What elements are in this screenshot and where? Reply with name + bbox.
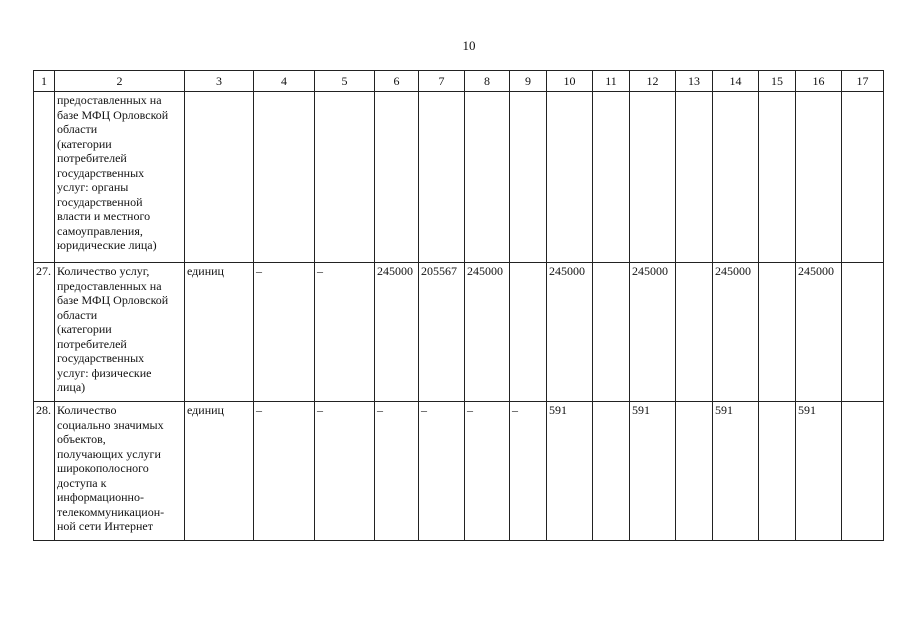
header-cell: 17 <box>842 71 884 92</box>
table-cell: 245000 <box>465 263 510 402</box>
table-cell <box>254 92 315 263</box>
table-cell <box>676 92 713 263</box>
table-cell <box>419 92 465 263</box>
table-cell <box>185 92 254 263</box>
header-cell: 2 <box>55 71 185 92</box>
page-number: 10 <box>462 38 476 53</box>
header-cell: 1 <box>34 71 55 92</box>
table-cell <box>593 92 630 263</box>
row-number: 27. <box>34 263 55 402</box>
table-cell <box>630 92 676 263</box>
table-cell: 591 <box>713 402 759 541</box>
table-cell: 591 <box>796 402 842 541</box>
table-cell: 245000 <box>630 263 676 402</box>
table-cell: – <box>254 263 315 402</box>
table-row <box>34 263 884 402</box>
table-cell: 591 <box>547 402 593 541</box>
table-cell <box>593 402 630 541</box>
header-cell: 4 <box>254 71 315 92</box>
table-cell: – <box>254 402 315 541</box>
header-cell: 5 <box>315 71 375 92</box>
header-cell: 16 <box>796 71 842 92</box>
table-cell: 245000 <box>547 263 593 402</box>
table-cell <box>676 263 713 402</box>
table-cell: – <box>465 402 510 541</box>
table-cell <box>510 92 547 263</box>
table-cell <box>547 92 593 263</box>
header-cell: 10 <box>547 71 593 92</box>
data-table <box>33 70 884 541</box>
table-cell <box>315 92 375 263</box>
table-cell <box>759 263 796 402</box>
table-cell: – <box>315 263 375 402</box>
table-cell: – <box>315 402 375 541</box>
table-cell: 205567 <box>419 263 465 402</box>
table-cell <box>796 92 842 263</box>
header-cell: 8 <box>465 71 510 92</box>
table-cell: 245000 <box>796 263 842 402</box>
indicator-name: Количество услуг, предоставленных на базе МФЦ Орловской области (категории потребителей государственных услуг: физические лица) <box>55 263 185 402</box>
table-cell: единиц <box>185 263 254 402</box>
header-cell: 6 <box>375 71 419 92</box>
header-cell: 11 <box>593 71 630 92</box>
table-row <box>34 402 884 541</box>
table-row <box>34 92 884 263</box>
header-cell: 7 <box>419 71 465 92</box>
header-cell: 14 <box>713 71 759 92</box>
table-cell <box>842 92 884 263</box>
row-number: 28. <box>34 402 55 541</box>
table-cell <box>842 402 884 541</box>
table-cell: – <box>419 402 465 541</box>
row-number <box>34 92 55 263</box>
table-cell <box>759 402 796 541</box>
table-cell <box>713 92 759 263</box>
table-cell <box>676 402 713 541</box>
indicator-name: предоставленных на базе МФЦ Орловской области (категории потребителей государственных услуг: органы государственной власти и местного самоуправления, юридические лица) <box>55 92 185 263</box>
indicator-name: Количество социально значимых объектов, получающих услуги широкополосного доступа к информационно- телекоммуникацион- ной сети Интернет <box>55 402 185 541</box>
table-cell <box>465 92 510 263</box>
header-cell: 12 <box>630 71 676 92</box>
table-cell <box>842 263 884 402</box>
table-cell: 245000 <box>375 263 419 402</box>
header-cell: 9 <box>510 71 547 92</box>
table-cell <box>759 92 796 263</box>
header-row <box>34 71 884 92</box>
table-cell: – <box>510 402 547 541</box>
table-cell <box>375 92 419 263</box>
table-cell: единиц <box>185 402 254 541</box>
header-cell: 15 <box>759 71 796 92</box>
table-cell <box>593 263 630 402</box>
header-cell: 13 <box>676 71 713 92</box>
table-cell <box>510 263 547 402</box>
table-cell: 591 <box>630 402 676 541</box>
header-cell: 3 <box>185 71 254 92</box>
table-cell: – <box>375 402 419 541</box>
table-cell: 245000 <box>713 263 759 402</box>
